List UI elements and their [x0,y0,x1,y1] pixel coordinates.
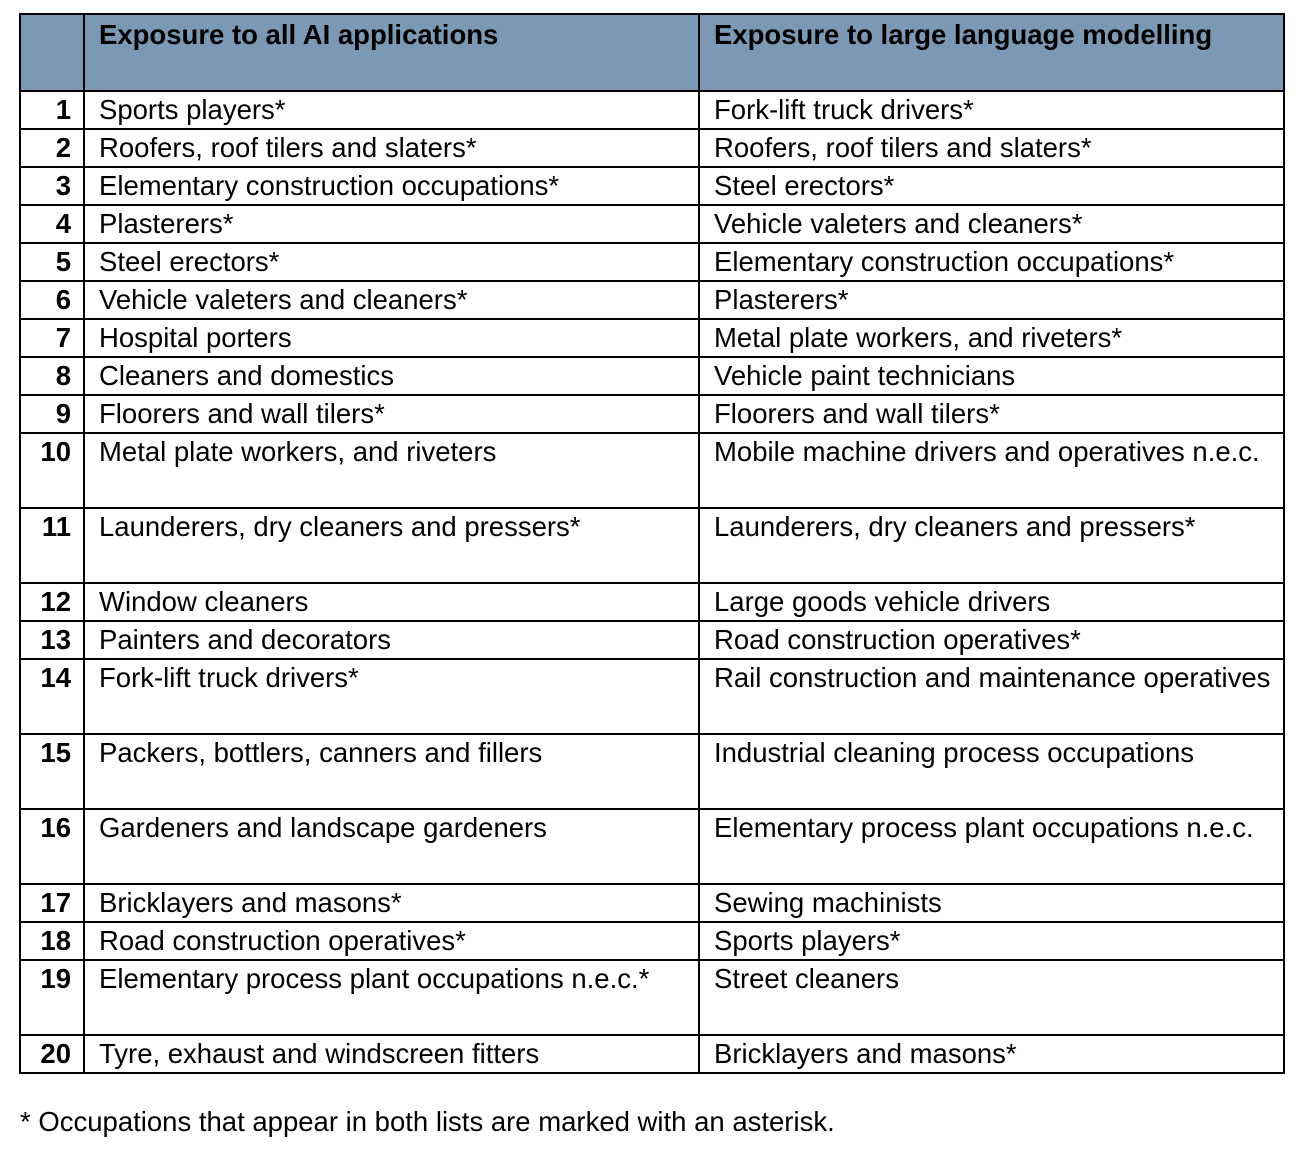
header-rank [20,14,84,91]
rank-cell: 17 [20,884,84,922]
llm-occupation-cell: Street cleaners [699,960,1284,1035]
all-ai-occupation-cell: Elementary process plant occupations n.e.c.* [84,960,699,1035]
table-row [20,734,1284,809]
rank-cell: 3 [20,167,84,205]
all-ai-occupation-cell: Elementary construction occupations* [84,167,699,205]
table-row [20,281,1284,319]
all-ai-occupation-cell: Plasterers* [84,205,699,243]
rank-cell: 7 [20,319,84,357]
table-row [20,922,1284,960]
rank-cell: 20 [20,1035,84,1073]
llm-occupation-cell: Vehicle paint technicians [699,357,1284,395]
table-row [20,621,1284,659]
rank-cell: 19 [20,960,84,1035]
llm-occupation-cell: Large goods vehicle drivers [699,583,1284,621]
all-ai-occupation-cell: Vehicle valeters and cleaners* [84,281,699,319]
table-row [20,433,1284,508]
all-ai-occupation-cell: Steel erectors* [84,243,699,281]
all-ai-occupation-cell: Gardeners and landscape gardeners [84,809,699,884]
footnote: * Occupations that appear in both lists are marked with an asterisk. [20,1106,835,1137]
all-ai-occupation-cell: Packers, bottlers, canners and fillers [84,734,699,809]
llm-occupation-cell: Road construction operatives* [699,621,1284,659]
occupation-exposure-table [19,13,1285,1074]
rank-cell: 14 [20,659,84,734]
table-row [20,960,1284,1035]
table-row [20,1035,1284,1073]
llm-occupation-cell: Metal plate workers, and riveters* [699,319,1284,357]
table-row [20,395,1284,433]
rank-cell: 5 [20,243,84,281]
rank-cell: 16 [20,809,84,884]
table-row [20,167,1284,205]
llm-occupation-cell: Steel erectors* [699,167,1284,205]
header-all-ai-applications: Exposure to all AI applications [84,14,699,91]
all-ai-occupation-cell: Fork-lift truck drivers* [84,659,699,734]
all-ai-occupation-cell: Launderers, dry cleaners and pressers* [84,508,699,583]
llm-occupation-cell: Fork-lift truck drivers* [699,91,1284,129]
llm-occupation-cell: Elementary construction occupations* [699,243,1284,281]
table-row [20,583,1284,621]
rank-cell: 8 [20,357,84,395]
table-row [20,659,1284,734]
all-ai-occupation-cell: Floorers and wall tilers* [84,395,699,433]
table-row [20,357,1284,395]
all-ai-occupation-cell: Painters and decorators [84,621,699,659]
llm-occupation-cell: Sewing machinists [699,884,1284,922]
all-ai-occupation-cell: Roofers, roof tilers and slaters* [84,129,699,167]
llm-occupation-cell: Sports players* [699,922,1284,960]
rank-cell: 10 [20,433,84,508]
table-row [20,319,1284,357]
llm-occupation-cell: Roofers, roof tilers and slaters* [699,129,1284,167]
llm-occupation-cell: Elementary process plant occupations n.e.c. [699,809,1284,884]
rank-cell: 6 [20,281,84,319]
llm-occupation-cell: Floorers and wall tilers* [699,395,1284,433]
all-ai-occupation-cell: Metal plate workers, and riveters [84,433,699,508]
rank-cell: 13 [20,621,84,659]
table-row [20,91,1284,129]
llm-occupation-cell: Vehicle valeters and cleaners* [699,205,1284,243]
llm-occupation-cell: Mobile machine drivers and operatives n.e.c. [699,433,1284,508]
all-ai-occupation-cell: Road construction operatives* [84,922,699,960]
rank-cell: 18 [20,922,84,960]
header-large-language-modelling: Exposure to large language modelling [699,14,1284,91]
rank-cell: 4 [20,205,84,243]
llm-occupation-cell: Launderers, dry cleaners and pressers* [699,508,1284,583]
all-ai-occupation-cell: Hospital porters [84,319,699,357]
rank-cell: 1 [20,91,84,129]
table-row [20,243,1284,281]
rank-cell: 2 [20,129,84,167]
table-row [20,508,1284,583]
rank-cell: 15 [20,734,84,809]
all-ai-occupation-cell: Window cleaners [84,583,699,621]
llm-occupation-cell: Plasterers* [699,281,1284,319]
rank-cell: 9 [20,395,84,433]
all-ai-occupation-cell: Cleaners and domestics [84,357,699,395]
table-row [20,205,1284,243]
llm-occupation-cell: Rail construction and maintenance operatives [699,659,1284,734]
rank-cell: 11 [20,508,84,583]
llm-occupation-cell: Industrial cleaning process occupations [699,734,1284,809]
all-ai-occupation-cell: Bricklayers and masons* [84,884,699,922]
table-row [20,884,1284,922]
rank-cell: 12 [20,583,84,621]
table-row [20,809,1284,884]
table-row [20,129,1284,167]
llm-occupation-cell: Bricklayers and masons* [699,1035,1284,1073]
all-ai-occupation-cell: Sports players* [84,91,699,129]
all-ai-occupation-cell: Tyre, exhaust and windscreen fitters [84,1035,699,1073]
table-header-row [20,14,1284,91]
